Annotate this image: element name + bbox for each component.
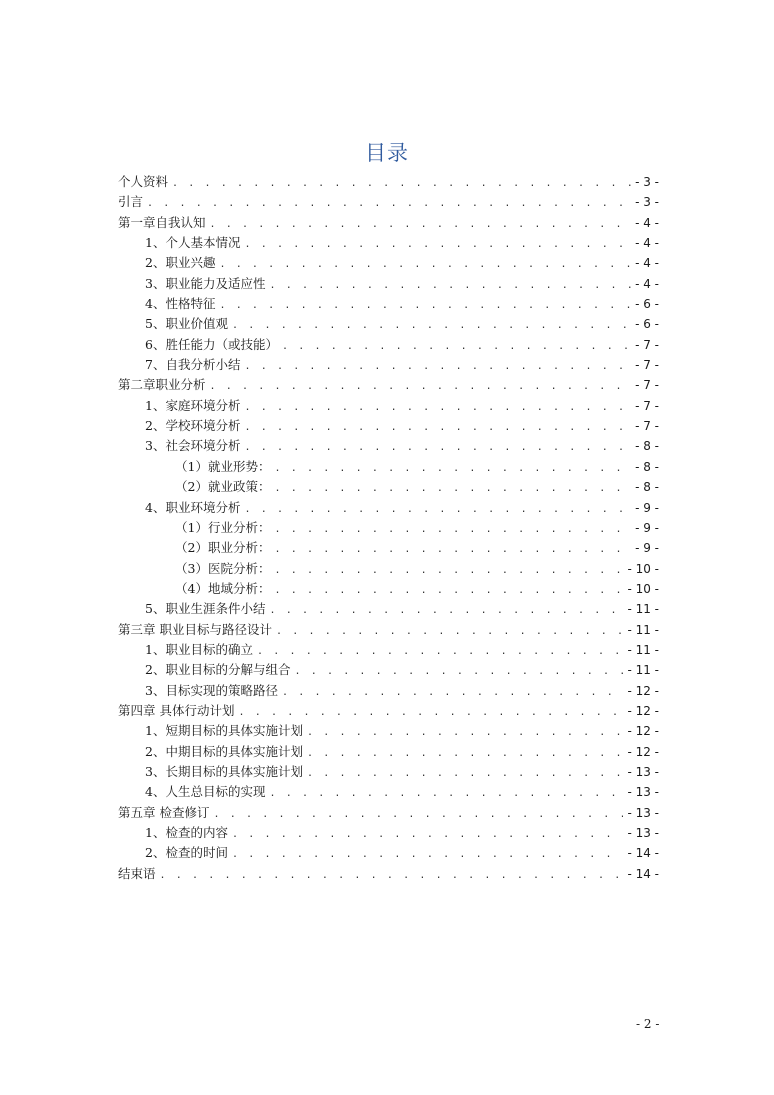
toc-entry-label: 1、检查的内容 [145,825,228,840]
dot-leader [147,198,631,209]
toc-entry[interactable] [118,823,659,843]
toc-entry[interactable] [118,355,659,375]
toc-entry-page: - 9 - [635,520,659,535]
toc-entry[interactable] [118,681,659,701]
dot-leader [307,727,623,738]
toc-entry[interactable] [118,640,659,660]
toc-entry[interactable] [118,396,659,416]
dot-leader [294,666,623,677]
toc-entry-page: - 10 - [627,561,659,576]
toc-entry[interactable] [118,742,659,762]
toc-entry-label: 3、社会环境分析 [145,438,241,454]
toc-entry-page: - 14 - [627,846,659,861]
dot-leader [307,768,623,779]
toc-entry-page: - 6 - [635,317,659,332]
toc-entry[interactable] [118,253,659,273]
dot-leader [244,239,631,250]
toc-entry-page: - 7 - [635,337,659,352]
toc-entry-label: 7、自我分析小结 [145,357,241,373]
toc-entry-label: 第一章自我认知 [118,214,206,230]
dot-leader [274,565,623,576]
toc-entry-label: 引言 [118,194,144,210]
toc-entry[interactable] [118,457,659,477]
toc-entry-page: - 13 - [627,826,659,840]
toc-entry-page: - 3 - [635,195,659,210]
dot-leader [244,422,631,433]
toc-entry-label: 第二章职业分析 [118,377,206,393]
dot-leader [219,259,631,270]
toc-entry-page: - 7 - [635,358,659,373]
toc-entry[interactable] [118,721,659,741]
toc-entry-label: 4、职业环境分析 [145,499,241,515]
toc-entry[interactable] [118,294,659,314]
toc-entry-label: 3、目标实现的策略路径 [145,682,278,698]
toc-entry[interactable] [118,436,659,456]
dot-leader [269,605,623,616]
toc-entry-label: 结束语 [118,865,156,881]
toc-entry-label: （2）职业分析： [175,540,271,556]
toc-entry[interactable] [118,538,659,558]
toc-entry[interactable] [118,477,659,497]
toc-entry-label: 2、职业兴趣 [145,255,216,271]
toc-entry[interactable] [118,192,659,212]
toc-entry-page: - 4 - [635,256,659,271]
dot-leader [210,381,632,392]
toc-entry-page: - 13 - [627,785,659,800]
toc-entry[interactable] [118,782,659,802]
toc-entry-label: 个人资料 [118,174,169,189]
toc-entry[interactable] [118,864,659,884]
toc-entry-label: 2、中期目标的具体实施计划 [145,743,303,759]
toc-entry-page: - 11 - [627,663,659,678]
dot-leader [274,544,631,555]
toc-entry-label: 1、职业目标的确立 [145,641,253,657]
toc-entry-page: - 13 - [627,764,659,779]
toc-entry-page: - 11 - [627,602,659,617]
toc-entry[interactable] [118,701,659,721]
dot-leader [307,748,623,759]
toc-entry[interactable] [118,579,659,599]
dot-leader [274,524,631,535]
dot-leader [282,687,623,698]
toc-entry-label: 第四章 具体行动计划 [118,702,235,718]
toc-entry-page: - 12 - [627,724,659,739]
toc-entry[interactable] [118,803,659,823]
toc-entry-label: 5、职业生涯条件小结 [145,601,266,617]
toc-entry[interactable] [118,274,659,294]
toc-entry-page: - 12 - [627,744,659,759]
toc-entry[interactable] [118,498,659,518]
toc-entry-label: 3、长期目标的具体实施计划 [145,763,303,779]
dot-leader [210,219,632,230]
dot-leader [232,829,623,840]
toc-entry-page: - 14 - [627,866,659,881]
toc-entry-page: - 12 - [627,703,659,718]
toc-entry-label: 1、个人基本情况 [145,235,241,251]
dot-leader [213,809,623,820]
dot-leader [244,402,631,413]
toc-entry-label: （2）就业政策： [175,479,271,495]
toc-entry-page: - 11 - [627,622,659,637]
toc-entry[interactable] [118,335,659,355]
toc-entry[interactable] [118,213,659,233]
toc-entry-label: （3）医院分析： [175,560,271,576]
dot-leader [172,178,631,189]
dot-leader [269,788,623,799]
dot-leader [232,320,631,331]
toc-entry[interactable] [118,559,659,579]
dot-leader [244,504,631,515]
toc-entry[interactable] [118,599,659,619]
toc-entry-label: 第五章 检查修订 [118,804,210,820]
toc-entry-page: - 3 - [635,175,659,189]
dot-leader [269,280,631,291]
toc-entry-label: 1、短期目标的具体实施计划 [145,723,303,739]
toc-entry-label: （1）行业分析： [175,519,271,535]
dot-leader [274,463,631,474]
toc-entry[interactable] [118,518,659,538]
toc-entry[interactable] [118,660,659,680]
toc-entry[interactable] [118,416,659,436]
dot-leader [282,341,631,352]
toc-entry[interactable] [118,172,659,192]
toc-entry[interactable] [118,762,659,782]
toc-entry-label: 2、检查的时间 [145,845,228,861]
toc-entry-page: - 7 - [635,398,659,413]
toc-entry[interactable] [118,620,659,640]
toc-entry[interactable] [118,843,659,863]
toc-entry-label: 4、人生总目标的实现 [145,784,266,800]
dot-leader [274,483,631,494]
dot-leader [160,870,624,881]
dot-leader [257,646,623,657]
dot-leader [244,361,631,372]
toc-entry-label: （4）地域分析： [175,580,271,596]
toc-entry-page: - 8 - [635,480,659,495]
toc-entry-page: - 7 - [635,419,659,434]
toc-entry-label: 2、职业目标的分解与组合 [145,662,291,678]
toc-entry-page: - 4 - [635,236,659,251]
toc-entry-page: - 8 - [635,439,659,454]
toc-entry-page: - 11 - [627,642,659,657]
toc-entry-page: - 12 - [627,683,659,698]
toc-entry-page: - 8 - [635,459,659,474]
dot-leader [244,442,631,453]
dot-leader [219,300,631,311]
page-number: - 2 - [636,1017,660,1031]
toc-entry-page: - 7 - [635,378,659,393]
toc-entry-page: - 4 - [635,276,659,291]
toc-entry-label: 1、家庭环境分析 [145,397,241,413]
toc-entry-label: （1）就业形势： [175,458,271,474]
toc-entry-label: 5、职业价值观 [145,316,228,332]
toc-entry-page: - 10 - [627,581,659,596]
toc-entry-page: - 6 - [635,297,659,312]
toc-entry-page: - 9 - [635,541,659,556]
toc-entry-label: 第三章 职业目标与路径设计 [118,621,272,637]
dot-leader [274,585,623,596]
toc-entry-page: - 4 - [635,215,659,230]
table-of-contents [118,172,659,884]
toc-entry-page: - 13 - [627,805,659,820]
toc-entry-page: - 9 - [635,500,659,515]
toc-entry[interactable] [118,233,659,253]
dot-leader [276,626,623,637]
toc-entry[interactable] [118,375,659,395]
dot-leader [238,707,623,718]
toc-entry-label: 6、胜任能力（或技能） [145,336,278,352]
toc-entry[interactable] [118,314,659,334]
toc-entry-label: 3、职业能力及适应性 [145,275,266,291]
toc-entry-label: 2、学校环境分析 [145,418,241,434]
toc-title: 目录 [365,141,409,165]
toc-entry-label: 4、性格特征 [145,296,216,312]
dot-leader [232,849,623,860]
